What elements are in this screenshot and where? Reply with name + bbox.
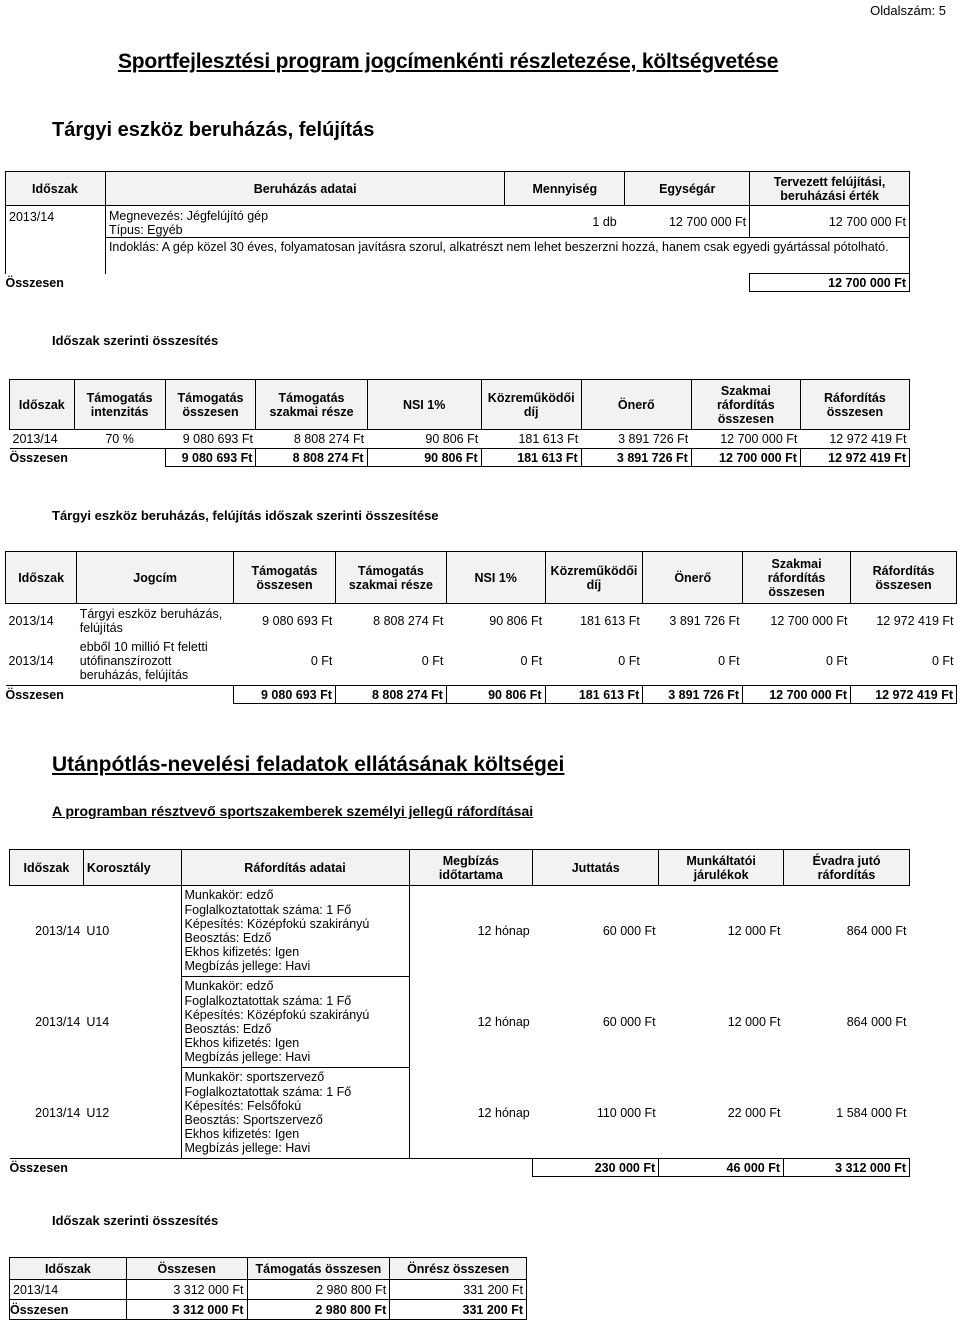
cell: 3 891 726 Ft (669, 613, 740, 628)
cell: Tárgyi eszköz beruházás, felújítás (79, 606, 223, 635)
cell: 1 584 000 Ft (836, 1105, 907, 1120)
s2-col-prof-cost: Szakmai ráfordítás összesen (743, 552, 851, 604)
cell: 12 700 000 Ft (770, 613, 848, 628)
total-label: Összesen (10, 1159, 533, 1177)
cell: 110 000 Ft (596, 1105, 656, 1120)
cell: U12 (86, 1105, 110, 1120)
cell: 331 200 Ft (390, 1300, 527, 1320)
detail-line: Ekhos kifizetés: Igen (184, 1036, 300, 1051)
s3-col-age: Korosztály (83, 850, 181, 886)
s3-col-details: Ráfordítás adatai (181, 850, 409, 886)
total-row (10, 1159, 910, 1177)
detail-line: Munkakör: sportszervező (184, 1070, 325, 1085)
s1-col-prof-cost: Szakmai ráfordítás összesen (691, 380, 800, 430)
cell: 2013/14 (10, 1280, 127, 1300)
detail-line: Megbízás jellege: Havi (184, 1050, 311, 1065)
cell: 46 000 Ft (659, 1159, 784, 1177)
col-planned-value: Tervezett felújítási, beruházási érték (750, 172, 910, 206)
cell: 2 980 800 Ft (247, 1300, 390, 1320)
s4-col-support: Támogatás összesen (247, 1258, 390, 1280)
s3-col-contrib: Munkáltatói járulékok (659, 850, 784, 886)
investment-period: 2013/14 (6, 206, 106, 238)
cell: 12 000 Ft (727, 1015, 781, 1029)
s2-col-cost-total: Ráfordítás összesen (851, 552, 957, 604)
detail-line: Beosztás: Sportszervező (184, 1113, 323, 1127)
s3-col-season: Évadra jutó ráfordítás (784, 850, 910, 886)
s3-col-period: Időszak (10, 850, 84, 886)
detail-line: Foglalkoztatottak száma: 1 Fő (184, 902, 352, 917)
section-heading-investment: Tárgyi eszköz beruházás, felújítás (52, 119, 375, 141)
section-heading-youth: Utánpótlás-nevelési feladatok ellátásának költségei (52, 753, 565, 776)
col-unit-price: Egységár (625, 172, 750, 206)
cell: 0 Ft (718, 654, 740, 669)
cell: 12 972 419 Ft (876, 613, 954, 628)
s1-col-intensity: Támogatás intenzitás (74, 380, 165, 430)
detail-line: Képesítés: Középfokú szakirányú (184, 916, 370, 931)
details-cell (181, 977, 409, 1068)
cell: 181 613 Ft (481, 449, 581, 467)
detail-line: Munkakör: edző (184, 979, 274, 994)
cell: 9 080 693 Ft (262, 613, 333, 628)
detail-line: Munkakör: edző (184, 888, 274, 903)
investment-value: 12 700 000 Ft (750, 206, 910, 238)
detail-line: Beosztás: Edző (184, 1022, 272, 1036)
s4-col-own: Önrész összesen (390, 1258, 527, 1280)
s2-col-title: Jogcím (77, 552, 234, 604)
cell: 90 806 Ft (489, 613, 543, 628)
s2-col-own: Önerő (643, 552, 743, 604)
investment-name-type (105, 206, 504, 238)
cell: 0 Ft (618, 654, 640, 669)
s1-col-cost-total: Ráfordítás összesen (800, 380, 909, 430)
investment-name: Megnevezés: Jégfelújító gép (108, 209, 269, 223)
cell: 0 Ft (310, 654, 333, 669)
investment-type: Típus: Egyéb (108, 223, 183, 238)
detail-line: Megbízás jellege: Havi (184, 959, 311, 974)
cell: 90 806 Ft (446, 686, 545, 704)
cell: 12 972 419 Ft (800, 449, 909, 467)
cell: 181 613 Ft (580, 613, 640, 628)
staff-period-summary-table (9, 1257, 527, 1320)
cell: 12 000 Ft (727, 924, 781, 939)
detail-line: Foglalkoztatottak száma: 1 Fő (184, 1084, 352, 1099)
investment-unit-price: 12 700 000 Ft (668, 214, 747, 229)
total-row (10, 1300, 527, 1320)
cell: 2013/14 (35, 1105, 81, 1120)
cell: 90 806 Ft (367, 449, 481, 467)
cell: 0 Ft (421, 654, 444, 669)
total-label: Összesen (6, 686, 234, 704)
subheading-staff-costs: A programban résztvevő sportszakemberek személyi jellegű ráfordításai (52, 803, 534, 819)
cell: 60 000 Ft (602, 1015, 656, 1029)
cell: 90 806 Ft (425, 432, 479, 446)
s1-col-own: Önerő (581, 380, 691, 430)
summary-heading-1: Időszak szerinti összesítés (52, 333, 219, 348)
s4-col-period: Időszak (10, 1258, 127, 1280)
cell: 12 hónap (477, 1105, 530, 1120)
table-row (10, 886, 910, 977)
total-label: Összesen (10, 1300, 127, 1320)
table-row (10, 430, 910, 449)
cell: 2013/14 (8, 613, 54, 628)
cell: 864 000 Ft (846, 924, 907, 939)
cell: 8 808 274 Ft (335, 686, 446, 704)
cell: 60 000 Ft (602, 924, 656, 939)
s3-col-pay: Juttatás (533, 850, 659, 886)
detail-line: Képesítés: Középfokú szakirányú (184, 1007, 370, 1022)
total-row (6, 686, 957, 704)
investment-total-label: Összesen (5, 275, 64, 290)
cell: 0 Ft (931, 654, 954, 669)
cell: U10 (86, 924, 110, 939)
investment-total-value: 12 700 000 Ft (750, 274, 910, 292)
col-investment-data: Beruházás adatai (105, 172, 504, 206)
table-row (6, 604, 957, 638)
summary-heading-2: Tárgyi eszköz beruházás, felújítás időszak szerinti összesítése (52, 508, 439, 523)
s4-col-total: Összesen (126, 1258, 247, 1280)
cell: 230 000 Ft (533, 1159, 659, 1177)
cell: 2013/14 (12, 432, 58, 446)
cell: 9 080 693 Ft (165, 449, 256, 467)
cell: 12 hónap (477, 1015, 530, 1029)
staff-cost-table (9, 849, 910, 1177)
s1-col-support-total: Támogatás összesen (165, 380, 256, 430)
cell: 22 000 Ft (727, 1105, 781, 1120)
s2-col-period: Időszak (6, 552, 77, 604)
cell: 0 Ft (520, 654, 543, 669)
cell: 0 Ft (825, 654, 848, 669)
details-cell (181, 886, 409, 977)
detail-line: Ekhos kifizetés: Igen (184, 1127, 300, 1142)
cell: 2013/14 (35, 1015, 81, 1029)
s2-col-support-prof: Támogatás szakmai része (335, 552, 446, 604)
cell: 3 312 000 Ft (784, 1159, 910, 1177)
table-row (10, 977, 910, 1068)
s2-col-nsi: NSI 1% (446, 552, 545, 604)
col-quantity: Mennyiség (505, 172, 625, 206)
cell: 12 972 419 Ft (829, 432, 907, 446)
total-row (10, 449, 910, 467)
cell: 12 hónap (477, 924, 530, 939)
table-row (6, 638, 957, 686)
detail-line: Megbízás jellege: Havi (184, 1141, 311, 1156)
s1-col-support-prof: Támogatás szakmai része (256, 380, 367, 430)
cell: 8 808 274 Ft (256, 449, 367, 467)
detail-line: Beosztás: Edző (184, 931, 272, 945)
cell: 12 700 000 Ft (720, 432, 798, 446)
s1-col-nsi: NSI 1% (367, 380, 481, 430)
cell: 181 613 Ft (518, 432, 579, 446)
page-number: Oldalszám: 5 (870, 3, 946, 18)
cell: 181 613 Ft (545, 686, 643, 704)
cell: 3 312 000 Ft (126, 1300, 247, 1320)
cell: 8 808 274 Ft (373, 613, 444, 628)
detail-line: Foglalkoztatottak száma: 1 Fő (184, 993, 352, 1008)
cell: 3 891 726 Ft (643, 686, 743, 704)
cell: 70 % (105, 432, 134, 446)
cell: 9 080 693 Ft (182, 432, 253, 446)
cell: 8 808 274 Ft (293, 432, 365, 446)
investment-quantity: 1 db (592, 214, 617, 229)
cell: 3 891 726 Ft (581, 449, 691, 467)
period-summary-table (9, 379, 910, 467)
cell: 2013/14 (8, 654, 54, 669)
page-title: Sportfejlesztési program jogcímenkénti részletezése, költségvetése (118, 50, 779, 73)
summary-heading-3: Időszak szerinti összesítés (52, 1213, 219, 1228)
detail-line: Ekhos kifizetés: Igen (184, 945, 300, 960)
cell: 9 080 693 Ft (234, 686, 336, 704)
s3-col-duration: Megbízás időtartama (409, 850, 533, 886)
detail-line: Képesítés: Felsőfokú (184, 1098, 302, 1113)
table-row (10, 1280, 527, 1300)
cell: U14 (86, 1015, 110, 1029)
cell: 331 200 Ft (390, 1280, 527, 1300)
investment-justification: Indoklás: A gép közel 30 éves, folyamatosan javításra szorul, alkatrészt nem lehet beszerzni hozzá, hanem csak egyedi gyártással pótolható. (105, 238, 909, 274)
investment-summary-table (5, 551, 957, 704)
total-label: Összesen (10, 449, 166, 467)
investment-table (5, 171, 910, 292)
s1-col-period: Időszak (10, 380, 75, 430)
cell: ebből 10 millió Ft feletti utófinanszírozott beruházás, felújítás (79, 640, 208, 683)
cell: 3 312 000 Ft (126, 1280, 247, 1300)
cell: 2013/14 (35, 924, 81, 939)
s2-col-support-total: Támogatás összesen (234, 552, 336, 604)
cell: 12 972 419 Ft (851, 686, 957, 704)
cell: 864 000 Ft (846, 1015, 907, 1029)
details-cell (181, 1068, 409, 1159)
cell: 12 700 000 Ft (691, 449, 800, 467)
s1-col-fee: Közreműködői díj (481, 380, 581, 430)
col-period: Időszak (6, 172, 106, 206)
cell: 3 891 726 Ft (618, 432, 689, 446)
table-row (10, 1068, 910, 1159)
s2-col-fee: Közreműködői díj (545, 552, 643, 604)
cell: 2 980 800 Ft (247, 1280, 390, 1300)
cell: 12 700 000 Ft (743, 686, 851, 704)
